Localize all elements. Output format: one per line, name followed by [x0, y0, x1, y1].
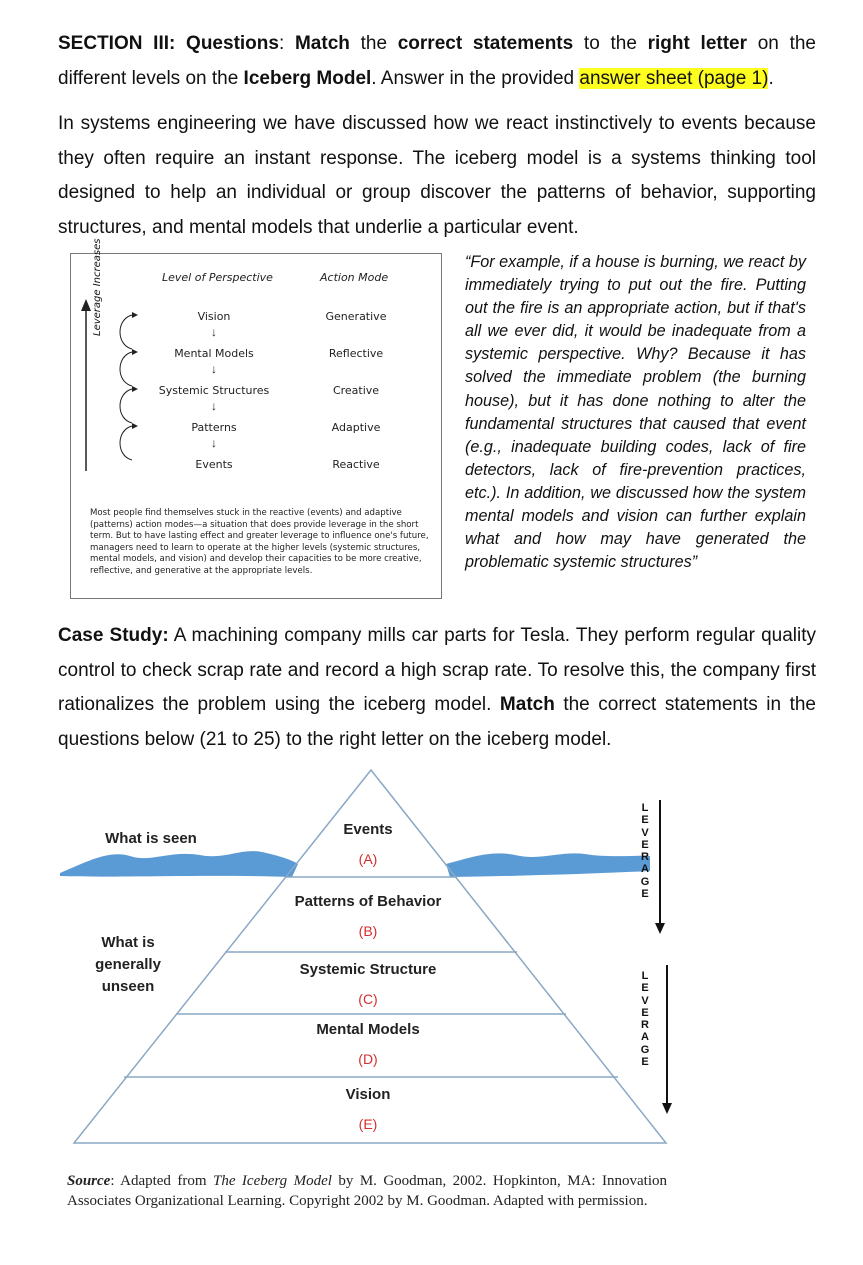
section-title: SECTION III: Questions	[58, 33, 279, 54]
action-mode-header: Action Mode	[320, 271, 389, 284]
what-is-seen-label: What is seen	[105, 830, 197, 847]
iceberg-level-label: Systemic Structure	[299, 961, 437, 978]
what-is-unseen-label: What is generally unseen	[95, 934, 161, 995]
iceberg-level-letter: (A)	[358, 851, 378, 867]
case-study-paragraph: Case Study: A machining company mills car parts for Tesla. They perform regular quality control to check scrap rate and record a high scrap rate. To resolve this, the company first rationalizes the problem using the iceberg model. Match the correct statements in the questions below (21 to 25) to the right letter on the iceberg model.	[58, 625, 816, 750]
leverage-increases-label: Leverage Increases	[92, 238, 103, 336]
iceberg-level-letter: (E)	[358, 1116, 378, 1132]
level-mental-models: Mental Models	[174, 347, 254, 360]
level-events: Events	[195, 458, 233, 471]
mode-adaptive: Adaptive	[331, 421, 381, 434]
down-arrow-icon: ↓	[211, 362, 217, 376]
instructions-paragraph: SECTION III: Questions: Match the correct statements to the right letter on the different levels on the Iceberg Model. Answer in the provided answer sheet (page 1).	[58, 33, 816, 89]
mode-generative: Generative	[325, 310, 387, 323]
water-right	[446, 853, 650, 877]
iceberg-level-label: Events	[343, 821, 393, 838]
leverage-letters-top: L E V E R A G E	[640, 802, 650, 901]
intro-paragraph: In systems engineering we have discussed how we react instinctively to events because they often require an instant response. The iceberg model is a systems thinking tool designed to help an individual or group discover the patterns of behavior, supporting structures, and mental models that underlie a particular event.	[58, 113, 816, 238]
iceberg-level-label: Vision	[345, 1086, 391, 1103]
burning-house-quote: “For example, if a house is burning, we react by immediately trying to put out the fire. Putting out the fire is an appropriate action, but if that's all we ever did, it would be inadequate from a systemic perspective. Why? Because it has solved the immediate problem (the burning house), but it has done nothing to alter the fundamental structures that caused that event (e.g., inadequate building codes, lack of fire detectors, lack of fire-prevention practices, etc.). In addition, we discussed how the system mental models and vision can further explain what and how may have generated the problematic systemic structures”	[465, 253, 806, 572]
iceberg-level-label: Patterns of Behavior	[294, 893, 442, 910]
down-arrow-icon: ↓	[211, 325, 217, 339]
iceberg-level-label: Mental Models	[316, 1021, 420, 1038]
mode-creative: Creative	[332, 384, 380, 397]
source-citation: Source: Adapted from The Iceberg Model by M. Goodman, 2002. Hopkinton, MA: Innovation Associates Organizational Learning. Copyright 2002 by M. Goodman. Adapted with permission.	[67, 1173, 667, 1209]
perspective-caption: Most people find themselves stuck in the reactive (events) and adaptive (patterns) action modes—a situation that does provide leverage in the short term. But to have lasting effect and greater leverage to influence one's future, managers need to learn to operate at the higher levels (systemic structures, mental models, and vision) and develop their capacities to be more creative, reflective, and generative at the appropriate levels.	[90, 508, 429, 576]
iceberg-level-letter: (D)	[358, 1051, 378, 1067]
water-left	[60, 851, 298, 877]
down-arrow-icon: ↓	[211, 436, 217, 450]
level-systemic-structures: Systemic Structures	[158, 384, 270, 397]
answer-sheet-highlight: answer sheet (page 1)	[579, 67, 769, 89]
mode-reflective: Reflective	[328, 347, 384, 360]
level-vision: Vision	[197, 310, 231, 323]
iceberg-level-letter: (C)	[358, 991, 378, 1007]
down-arrow-icon: ↓	[211, 399, 217, 413]
level-patterns: Patterns	[191, 421, 237, 434]
iceberg-level-letter: (B)	[358, 923, 378, 939]
level-of-perspective-header: Level of Perspective	[162, 271, 273, 284]
case-study-label: Case Study:	[58, 625, 169, 646]
leverage-letters-bottom: L E V E R A G E	[640, 970, 650, 1069]
mode-reactive: Reactive	[332, 458, 380, 471]
